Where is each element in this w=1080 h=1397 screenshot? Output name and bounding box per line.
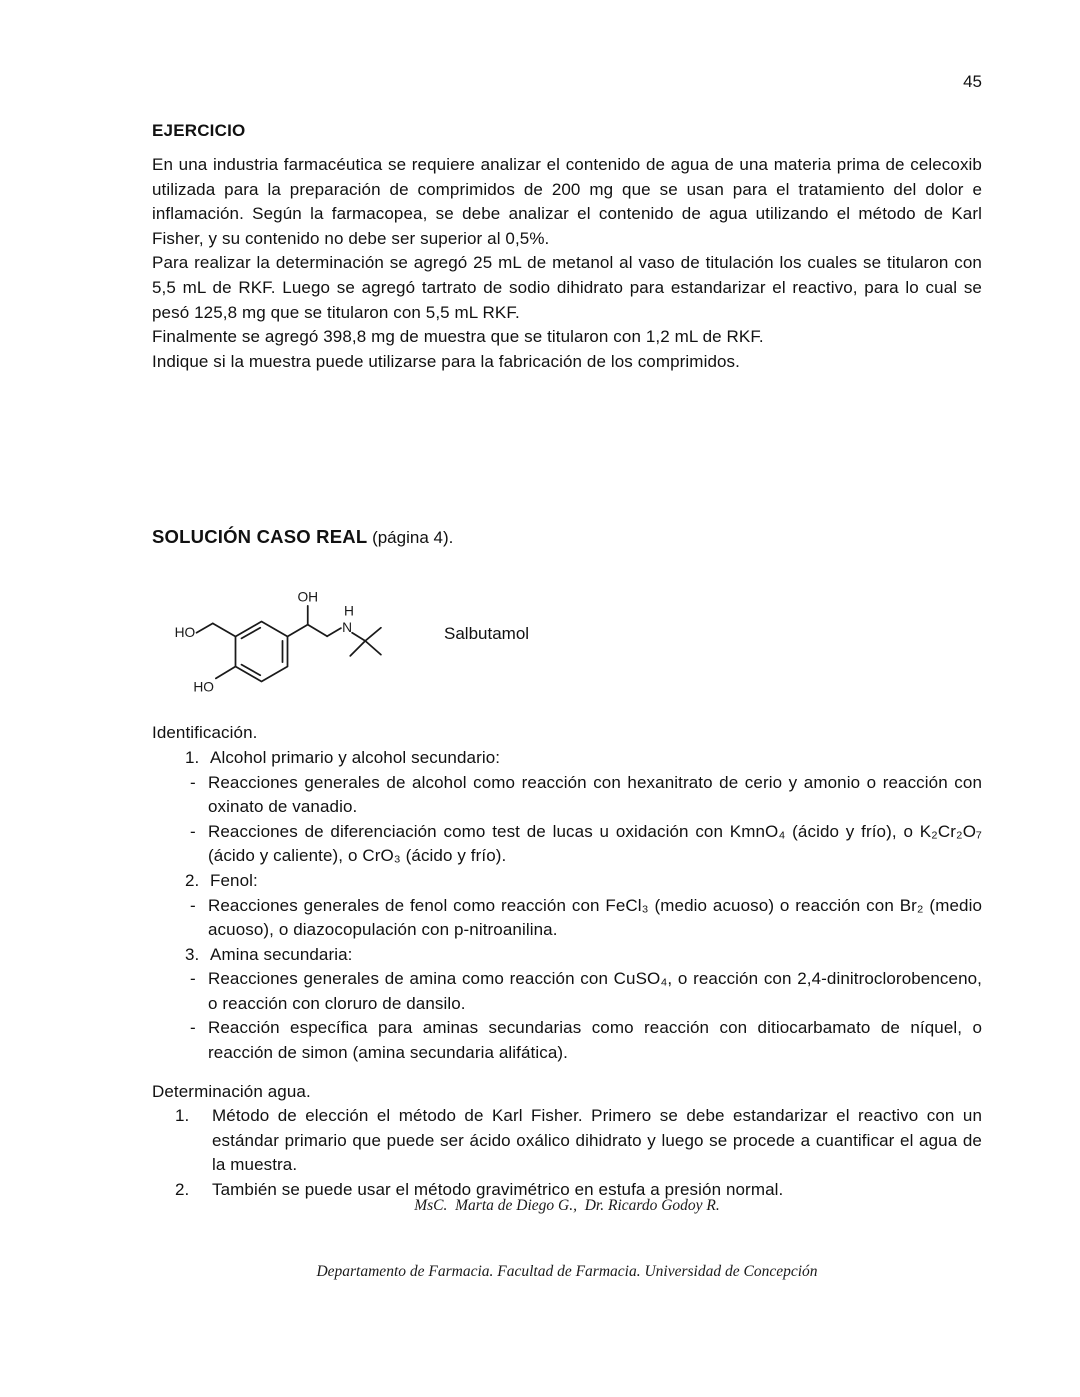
list-item — [185, 869, 982, 894]
ejercicio-paragraph-4: Indique si la muestra puede utilizarse para la fabricación de los comprimidos. — [152, 351, 740, 371]
list-item-text: Reacciones generales de alcohol como reacción con hexanitrato de cerio y amonio o reacción con oxinato de vanadio. — [208, 772, 982, 817]
list-item-text: Método de elección el método de Karl Fisher. Primero se debe estandarizar el reactivo con un estándar primario que puede ser ácido oxálico dihidrato y luego se procede a cuantificar el agua de la muestra. — [212, 1106, 982, 1175]
ejercicio-paragraph-3: Finalmente se agregó 398,8 mg de muestra que se titularon con 1,2 mL de RKF. — [152, 327, 764, 347]
bond — [365, 641, 381, 655]
ejercicio-heading: EJERCICIO — [152, 121, 246, 140]
list-item — [190, 771, 982, 820]
identificacion-title: Identificación. — [152, 723, 258, 743]
molecule-name: Salbutamol — [444, 624, 530, 644]
list-item — [190, 1016, 982, 1065]
bond — [197, 624, 213, 633]
list-item — [190, 820, 982, 869]
salbutamol-structure-drawing — [164, 569, 414, 699]
list-marker: 2. — [185, 870, 200, 890]
oh-label: OH — [297, 589, 319, 605]
list-item — [190, 894, 982, 943]
bond — [350, 641, 365, 656]
list-item — [185, 746, 982, 771]
list-item-text: Fenol: — [210, 870, 258, 890]
list-item-text: Alcohol primario y alcohol secundario: — [210, 747, 501, 767]
list-item — [185, 943, 982, 968]
list-marker: - — [190, 969, 196, 989]
double-bond — [242, 628, 261, 639]
bond — [213, 624, 236, 637]
h-label: H — [344, 603, 354, 619]
determinacion-title: Determinación agua. — [152, 1081, 311, 1101]
benzene-ring — [236, 622, 288, 682]
footer-authors: MsC. Marta de Diego G., Dr. Ricardo Godoy R. — [414, 1197, 720, 1214]
list-marker: 2. — [175, 1180, 190, 1200]
list-marker: - — [190, 821, 196, 841]
footer — [152, 1151, 982, 1327]
bond — [308, 625, 327, 637]
list-marker: 1. — [185, 747, 200, 767]
list-item-text: Amina secundaria: — [210, 944, 353, 964]
list-marker: 3. — [185, 944, 200, 964]
bond — [288, 625, 308, 637]
list-item-text: Reacciones de diferenciación como test de lucas u oxidación con KmnO₄ (ácido y frío), o K₂Cr₂O₇ (ácido y caliente), o CrO₃ (ácido y frío). — [208, 821, 982, 866]
footer-department: Departamento de Farmacia. Facultad de Farmacia. Universidad de Concepción — [316, 1263, 818, 1280]
solucion-heading — [152, 524, 982, 551]
bond — [365, 628, 381, 641]
ho-bottom-label: HO — [193, 679, 214, 695]
solucion-heading-title: SOLUCIÓN CASO REAL — [152, 526, 368, 548]
list-item — [190, 967, 982, 1016]
list-marker: - — [190, 895, 196, 915]
list-item-text: Reacciones generales de amina como reacción con CuSO₄, o reacción con 2,4-dinitroclorobenceno, o reacción con cloruro de dansilo. — [208, 969, 982, 1013]
ejercicio-paragraph-1: En una industria farmacéutica se requiere analizar el contenido de agua de una materia prima de celecoxib utilizada para la preparación de comprimidos de 200 mg que se usan para el tratamiento del dolor e inflamación. Según la farmacopea, se debe analizar el contenido de agua utilizando el método de Karl Fisher, y su contenido no debe ser superior al 0,5%. — [152, 155, 982, 248]
list-item-text: Reacciones generales de fenol como reacción con FeCl₃ (medio acuoso) o reacción con Br₂ (medio acuoso), o diazocopulación con p-nitroanilina. — [208, 895, 982, 940]
double-bond — [242, 665, 261, 676]
list-marker: - — [190, 1018, 196, 1038]
list-marker: - — [190, 772, 196, 792]
ejercicio-paragraph-2: Para realizar la determinación se agregó 25 mL de metanol al vaso de titulación los cuales se titularon con 5,5 mL de RKF. Luego se agregó tartrato de sodio dihidrato para estandarizar el reactivo, para lo cual se pesó 125,8 mg que se titularon con 5,5 mL RKF. — [152, 253, 982, 322]
list-marker: 1. — [175, 1106, 190, 1126]
bond — [327, 628, 341, 636]
bond — [216, 667, 236, 679]
list-item-text: También se puede usar el método gravimétrico en estufa a presión normal. — [212, 1180, 784, 1200]
identificacion-list — [152, 746, 982, 1066]
solucion-heading-note: (página 4). — [367, 528, 454, 548]
list-item-text: Reacción específica para aminas secundarias como reacción con ditiocarbamato de níquel, o reacción de simon (amina secundaria alifática). — [208, 1018, 982, 1063]
molecule-figure — [164, 569, 982, 699]
page-number: 45 — [963, 72, 982, 91]
n-label: N — [342, 620, 353, 636]
ho-left-label: HO — [174, 625, 196, 641]
bond — [352, 633, 365, 641]
